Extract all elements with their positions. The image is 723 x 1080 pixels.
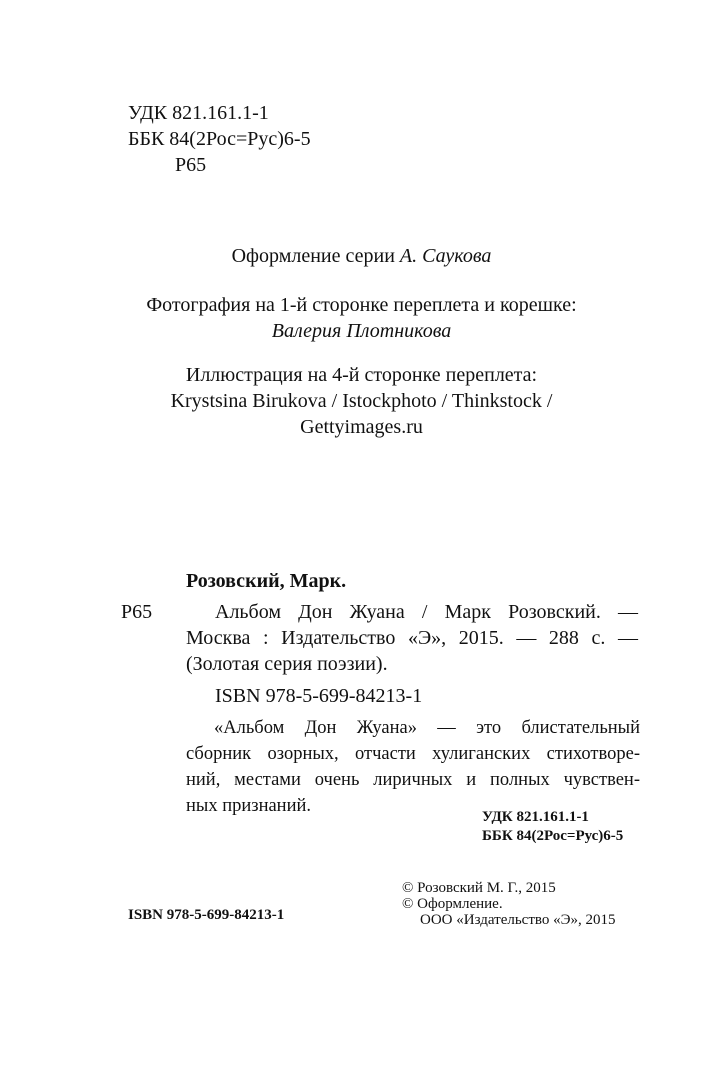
copyright-author: © Розовский М. Г., 2015	[402, 880, 556, 896]
bbk-code: ББК 84(2Рос=Рус)6-5	[128, 128, 311, 150]
annotation-line-1: «Альбом Дон Жуана» — это блистательный	[214, 718, 640, 738]
card-line-3: (Золотая серия поэзии).	[186, 653, 388, 675]
footer-isbn: ISBN 978-5-699-84213-1	[128, 907, 285, 923]
author-mark: Р65	[175, 154, 207, 176]
series-design-credit	[0, 243, 723, 269]
udk-code: УДК 821.161.1-1	[128, 102, 269, 124]
card-line-1: Альбом Дон Жуана / Марк Розовский. —	[215, 601, 638, 623]
illustration-source-line-1: Krystsina Birukova / Istockphoto / Thinkstock /	[170, 390, 553, 412]
illustration-source-line-2: Gettyimages.ru	[300, 416, 423, 438]
card-bbk: ББК 84(2Рос=Рус)6-5	[482, 828, 624, 844]
photo-credit-name: Валерия Плотникова	[271, 320, 452, 342]
copyright-publisher: ООО «Издательство «Э», 2015	[420, 912, 616, 928]
series-design-label: Оформление серии	[231, 245, 395, 267]
photo-credit-label: Фотография на 1-й сторонке переплета и корешке:	[146, 294, 577, 316]
card-author-mark: Р65	[121, 601, 153, 623]
annotation-line-3: ний, местами очень лиричных и полных чувствен-	[186, 770, 640, 790]
card-udk: УДК 821.161.1-1	[482, 809, 589, 825]
card-line-2: Москва : Издательство «Э», 2015. — 288 с. —	[186, 627, 638, 649]
series-design-name: А. Саукова	[399, 245, 492, 267]
copyright-design: © Оформление.	[402, 896, 503, 912]
annotation-line-2: сборник озорных, отчасти хулиганских стихотворе-	[186, 744, 640, 764]
illustration-credit-label: Иллюстрация на 4-й сторонке переплета:	[185, 364, 538, 386]
annotation-line-4: ных признаний.	[186, 796, 312, 816]
card-isbn: ISBN 978-5-699-84213-1	[215, 685, 423, 707]
author-heading: Розовский, Марк.	[186, 570, 347, 592]
